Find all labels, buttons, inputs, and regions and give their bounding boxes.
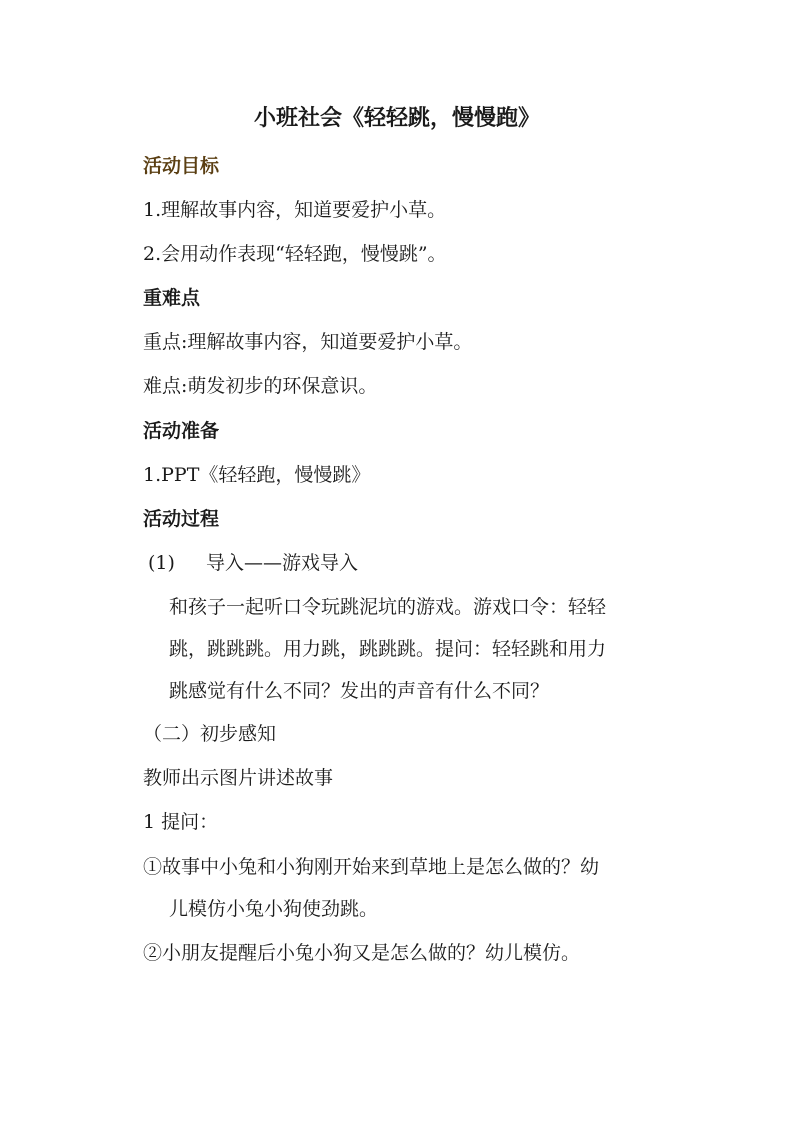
key-points-heading: 重难点 [143, 287, 201, 309]
step1-header [148, 549, 358, 577]
step1-number: (1) [148, 552, 175, 574]
step1-title: 导入——游戏导入 [206, 552, 359, 574]
step2-question-label: 1 提问： [143, 811, 219, 833]
preparation-item-1: 1.PPT《轻轻跑，慢慢跳》 [143, 464, 371, 486]
key-point-main: 重点:理解故事内容，知道要爱护小草。 [143, 331, 473, 353]
document-title: 小班社会《轻轻跳，慢慢跑》 [253, 106, 540, 131]
goal-item-1: 1.理解故事内容，知道要爱护小草。 [143, 199, 447, 221]
question-2: ②小朋友提醒后小兔小狗又是怎么做的？幼儿模仿。 [143, 942, 581, 964]
question-1-line-1: ①故事中小兔和小狗刚开始来到草地上是怎么做的？幼 [143, 856, 600, 878]
preparation-heading: 活动准备 [143, 420, 220, 442]
step2-title: （二）初步感知 [143, 723, 277, 745]
question-1-line-2: 儿模仿小兔小狗使劲跳。 [169, 898, 379, 920]
key-point-difficult: 难点:萌发初步的环保意识。 [143, 375, 378, 397]
step1-paragraph-line-1: 和孩子一起听口令玩跳泥坑的游戏。游戏口令：轻轻 [169, 596, 607, 618]
step1-paragraph-line-2: 跳，跳跳跳。用力跳，跳跳跳。提问：轻轻跳和用力 [169, 638, 607, 660]
step2-intro: 教师出示图片讲述故事 [143, 767, 334, 789]
process-heading: 活动过程 [143, 508, 220, 530]
step1-paragraph-line-3: 跳感觉有什么不同？发出的声音有什么不同？ [169, 680, 550, 702]
goals-heading: 活动目标 [143, 155, 220, 177]
goal-item-2: 2.会用动作表现“轻轻跑，慢慢跳”。 [143, 243, 447, 265]
